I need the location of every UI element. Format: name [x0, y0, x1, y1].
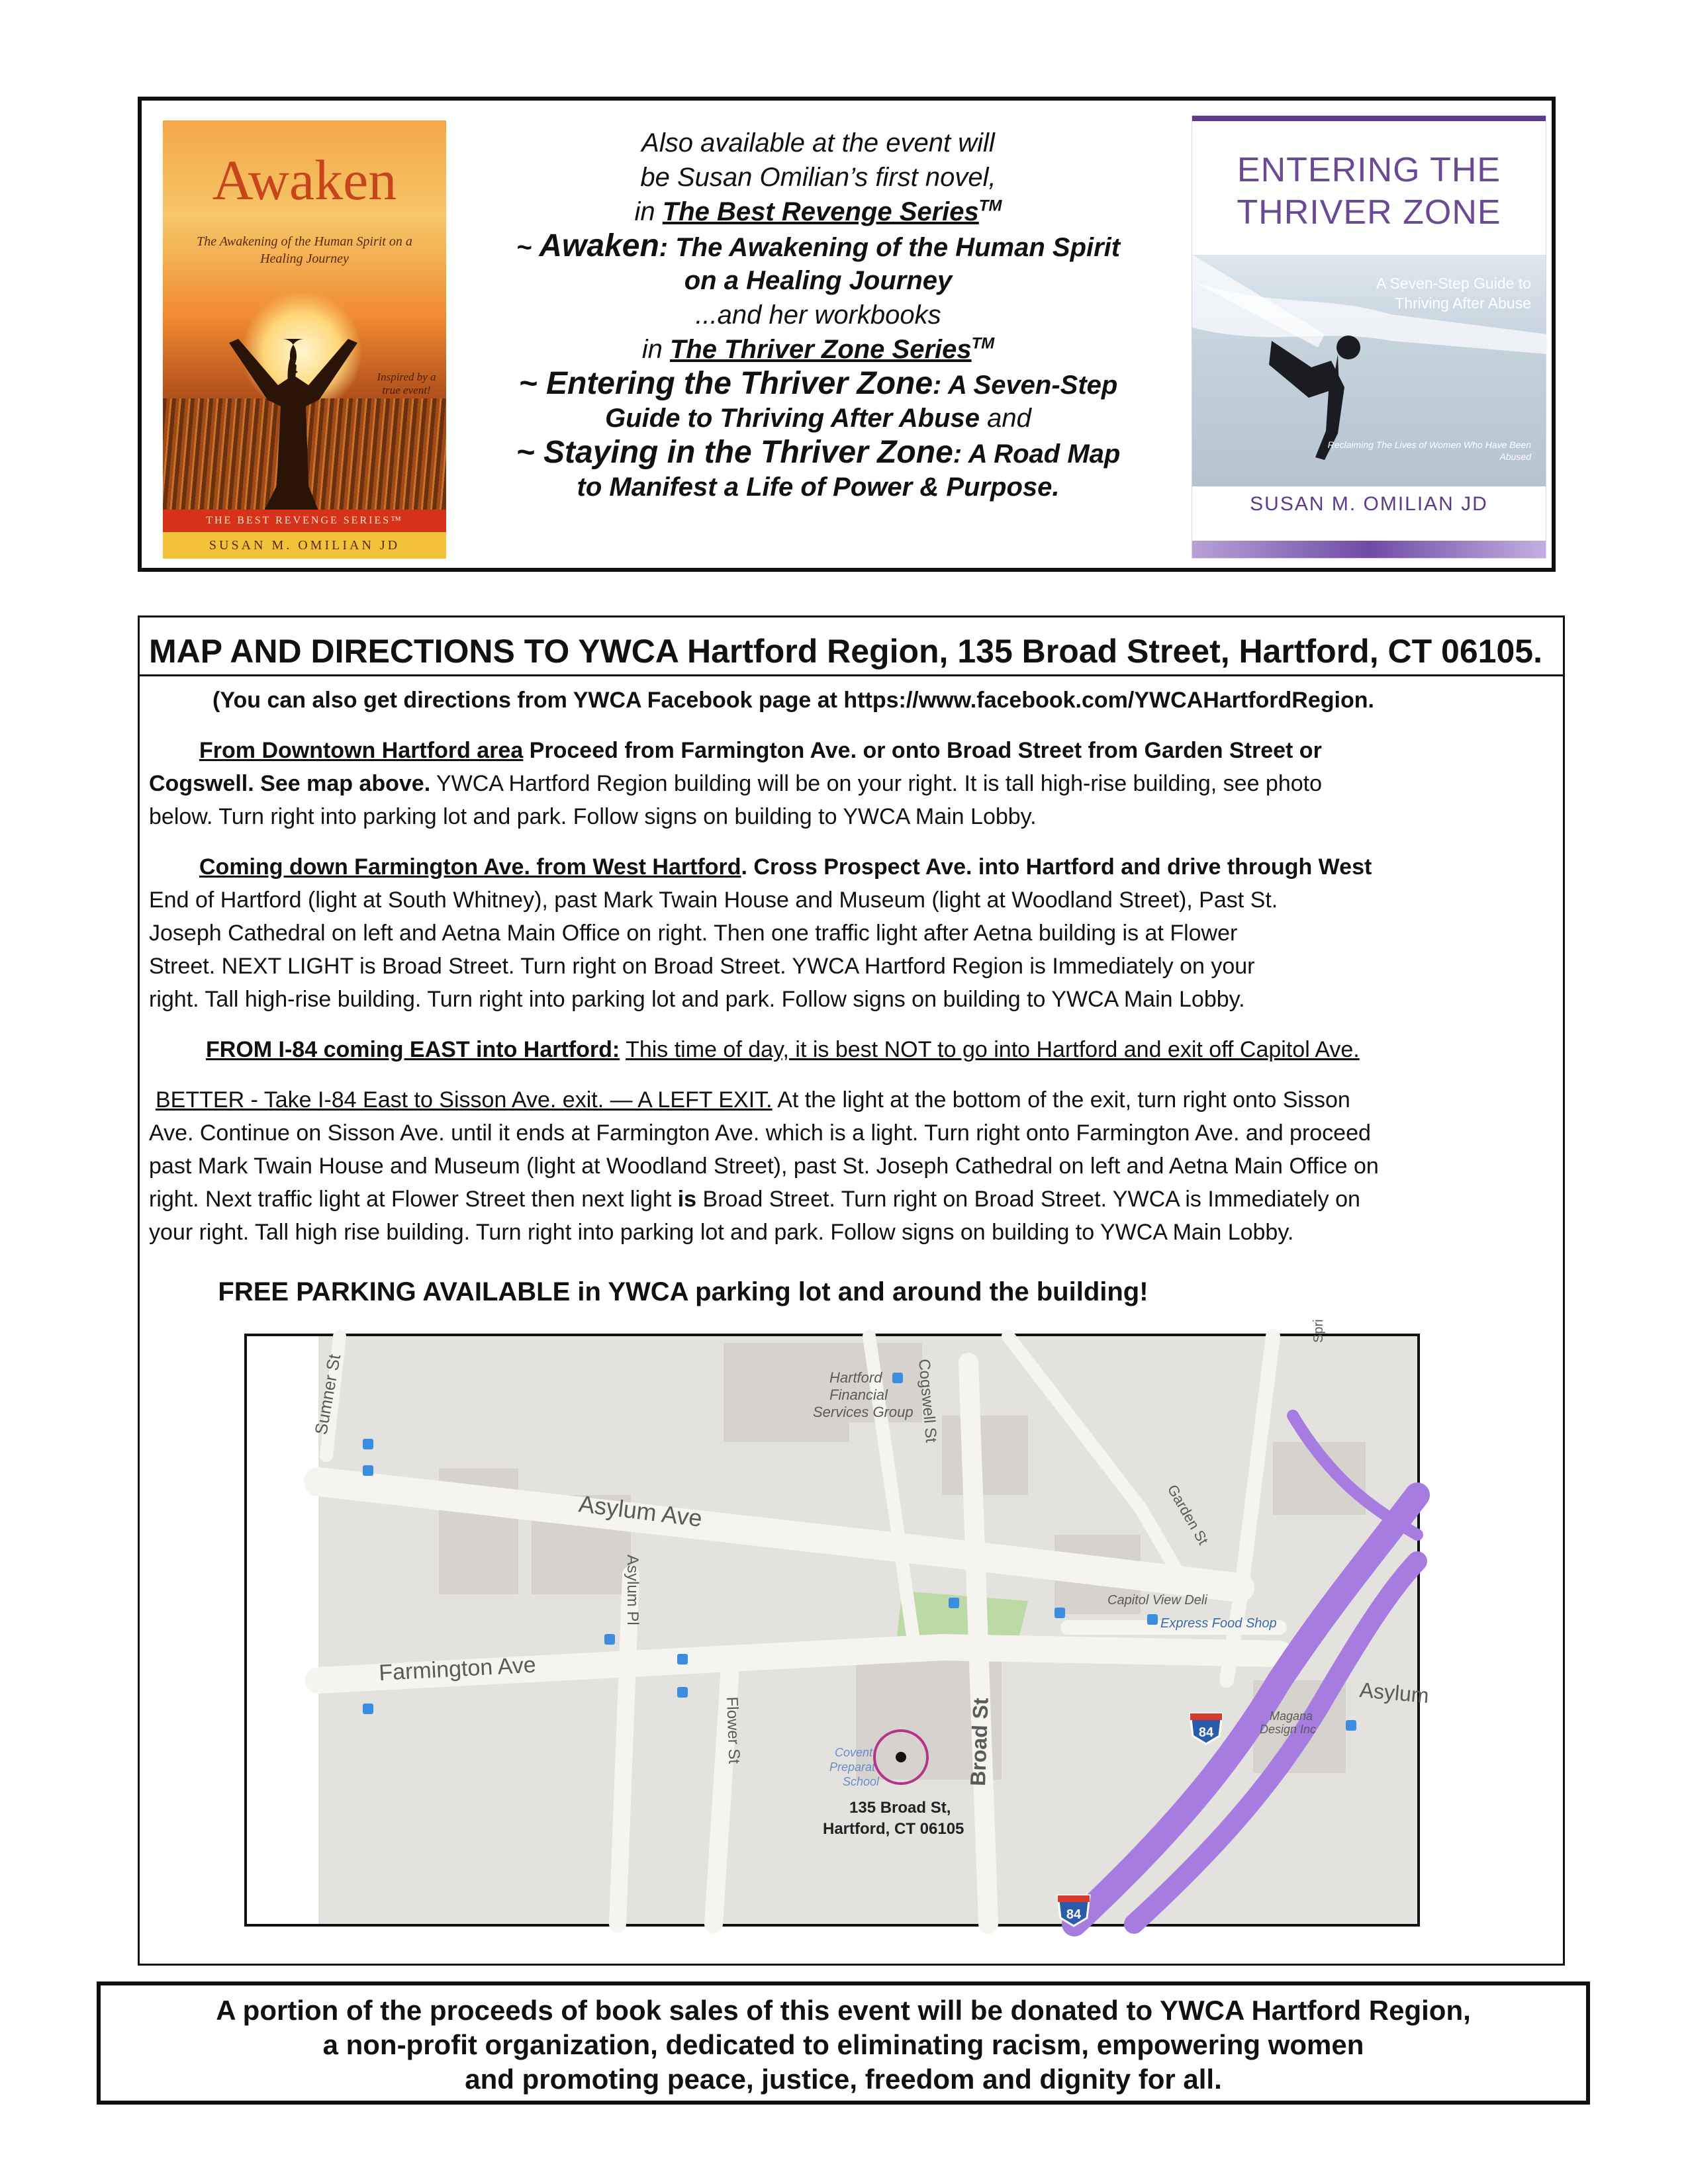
thriver-cover-title: ENTERING THE THRIVER ZONE [1237, 151, 1501, 232]
promo-line: ~ Staying in the Thriver Zone: A Road Map [516, 435, 1121, 470]
text-line: Street. NEXT LIGHT is Broad Street. Turn right on Broad Street. YWCA Hartford Region is Immediately on your [149, 954, 1255, 979]
promo-line: in The Thriver Zone Series™ [641, 334, 995, 364]
magana-label-1: Magana [1270, 1709, 1313, 1723]
hartford-financial-label-1: Hartford [829, 1369, 882, 1386]
asylum-east-label: Asylum [1358, 1678, 1430, 1708]
promo-line: on a Healing Journey [684, 266, 953, 295]
promo-text [473, 126, 1164, 504]
coventry-label-3: School [843, 1775, 880, 1788]
directions-box [138, 615, 1565, 1966]
hartford-financial-label-3: Services Group [813, 1404, 914, 1420]
hartford-financial-label-2: Financial [829, 1387, 888, 1403]
awaken-cover-author: SUSAN M. OMILIAN JD [163, 532, 446, 559]
donation-notice [97, 1981, 1590, 2105]
map-canvas [247, 1319, 1430, 1924]
title-divider [140, 674, 1563, 676]
awaken-cover-series: THE BEST REVENGE SERIES™ [163, 510, 446, 532]
west-hartford-directions [149, 850, 1556, 1016]
promo-line: Also available at the event will [641, 128, 995, 158]
farmington-ave-label: Farmington Ave [378, 1652, 537, 1686]
flower-st-label: Flower St [723, 1696, 743, 1764]
text-line: right. Next traffic light at Flower Street then next light is Broad Street. Turn right on Broad Street. YWCA is Immediately on [149, 1187, 1360, 1212]
notice-line: and promoting peace, justice, freedom and dignity for all. [465, 2064, 1222, 2095]
i84-label-2: 84 [1066, 1907, 1082, 1922]
awaken-book-cover [163, 120, 446, 559]
thriver-cover-tag: Reclaiming The Lives of Women Who Have Been Abused [1327, 439, 1531, 462]
broad-st-label: Broad St [966, 1697, 993, 1787]
awaken-cover-subtitle: The Awakening of the Human Spirit on a Healing Journey [197, 234, 412, 266]
text-line: FROM I-84 coming EAST into Hartford: This time of day, it is best NOT to go into Hartford and exit off Capitol Ave. [206, 1037, 1360, 1062]
awaken-cover-title: Awaken [212, 148, 397, 212]
i84-label-1: 84 [1198, 1725, 1214, 1740]
awaken-cover-tag: Inspired by a true event! [377, 371, 436, 396]
street-map [244, 1319, 1430, 1927]
promo-line: in The Best Revenge Series™ [634, 197, 1002, 226]
text-line: your right. Tall high rise building. Turn right into parking lot and park. Follow signs on building to YWCA Main Lobby. [149, 1220, 1294, 1245]
better-route-directions [149, 1083, 1556, 1249]
text-line: below. Turn right into parking lot and park. Follow signs on building to YWCA Main Lobby. [149, 804, 1037, 829]
text-line: BETTER - Take I-84 East to Sisson Ave. exit. — A LEFT EXIT. At the light at the bottom of the exit, turn right onto Sisson [156, 1087, 1350, 1113]
notice-line: A portion of the proceeds of book sales of this event will be donated to YWCA Hartford Region, [216, 1995, 1471, 2026]
thriver-cover-author: SUSAN M. OMILIAN JD [1250, 493, 1488, 515]
thriver-zone-book-cover [1192, 115, 1546, 559]
thriver-cover-subtitle: A Seven-Step Guide to Thriving After Abuse [1376, 275, 1531, 312]
text-line: Ave. Continue on Sisson Ave. until it ends at Farmington Ave. which is a light. Turn right onto Farmington Ave. and proceed [149, 1120, 1371, 1146]
books-box [138, 97, 1556, 572]
text-line: right. Tall high-rise building. Turn right into parking lot and park. Follow signs on building to YWCA Main Lobby. [149, 987, 1245, 1012]
free-parking-note: FREE PARKING AVAILABLE in YWCA parking lot and around the building! [218, 1277, 1149, 1306]
text-line: Coming down Farmington Ave. from West Hartford. Cross Prospect Ave. into Hartford and drive through West [199, 854, 1372, 880]
capitol-view-deli-label: Capitol View Deli [1107, 1593, 1207, 1608]
cover-bottom-bar [1192, 541, 1546, 558]
sumner-st-label: Sumner St [310, 1352, 345, 1437]
promo-line: Guide to Thriving After Abuse and [605, 404, 1031, 433]
promo-line: to Manifest a Life of Power & Purpose. [577, 473, 1060, 502]
i84-directions [149, 1033, 1556, 1066]
notice-line: a non-profit organization, dedicated to eliminating racism, empowering women [322, 2029, 1364, 2060]
text-line: Joseph Cathedral on left and Aetna Main Office on right. Then one traffic light after Aetna building is at Flower [149, 921, 1238, 946]
coventry-label-2: Preparat [829, 1760, 876, 1774]
promo-line: ~ Awaken: The Awakening of the Human Spirit [516, 228, 1121, 263]
garden-st-label: Garden St [1164, 1482, 1212, 1548]
promo-line: ...and her workbooks [695, 300, 941, 330]
text-line: End of Hartford (light at South Whitney), past Mark Twain House and Museum (light at Woodland Street), Past St. [149, 887, 1278, 913]
coventry-label-1: Covent [835, 1746, 873, 1759]
asylum-pl-label: Asylum Pl [624, 1555, 641, 1625]
thriver-cover-photo [1192, 255, 1546, 486]
text-line: From Downtown Hartford area Proceed from Farmington Ave. or onto Broad Street from Garden Street or [199, 738, 1322, 763]
cover-top-bar [1192, 116, 1546, 121]
facebook-directions [149, 684, 1556, 717]
text-line: past Mark Twain House and Museum (light at Woodland Street), past St. Joseph Cathedral on left and Aetna Main Office on [149, 1154, 1379, 1179]
downtown-directions [149, 734, 1556, 833]
facebook-line: (You can also get directions from YWCA Facebook page at https://www.facebook.com/YWCAHartfordRegion. [212, 688, 1374, 713]
address-label-2: Hartford, CT 06105 [823, 1820, 964, 1838]
asylum-ave-label: Asylum Ave [577, 1490, 704, 1532]
text-line: Cogswell. See map above. YWCA Hartford Region building will be on your right. It is tall high-rise building, see photo [149, 771, 1323, 796]
directions-title: MAP AND DIRECTIONS TO YWCA Hartford Region, 135 Broad Street, Hartford, CT 06105. [149, 633, 1542, 670]
express-food-shop-label: Express Food Shop [1160, 1616, 1277, 1631]
spring-st-label: Spri [1311, 1319, 1326, 1343]
address-label-1: 135 Broad St, [849, 1799, 951, 1817]
promo-line: be Susan Omilian’s first novel, [640, 163, 996, 192]
cogswell-st-label: Cogswell St [915, 1358, 940, 1443]
promo-line: ~ Entering the Thriver Zone: A Seven-Step [518, 366, 1118, 401]
magana-label-2: Design Inc [1260, 1723, 1317, 1736]
